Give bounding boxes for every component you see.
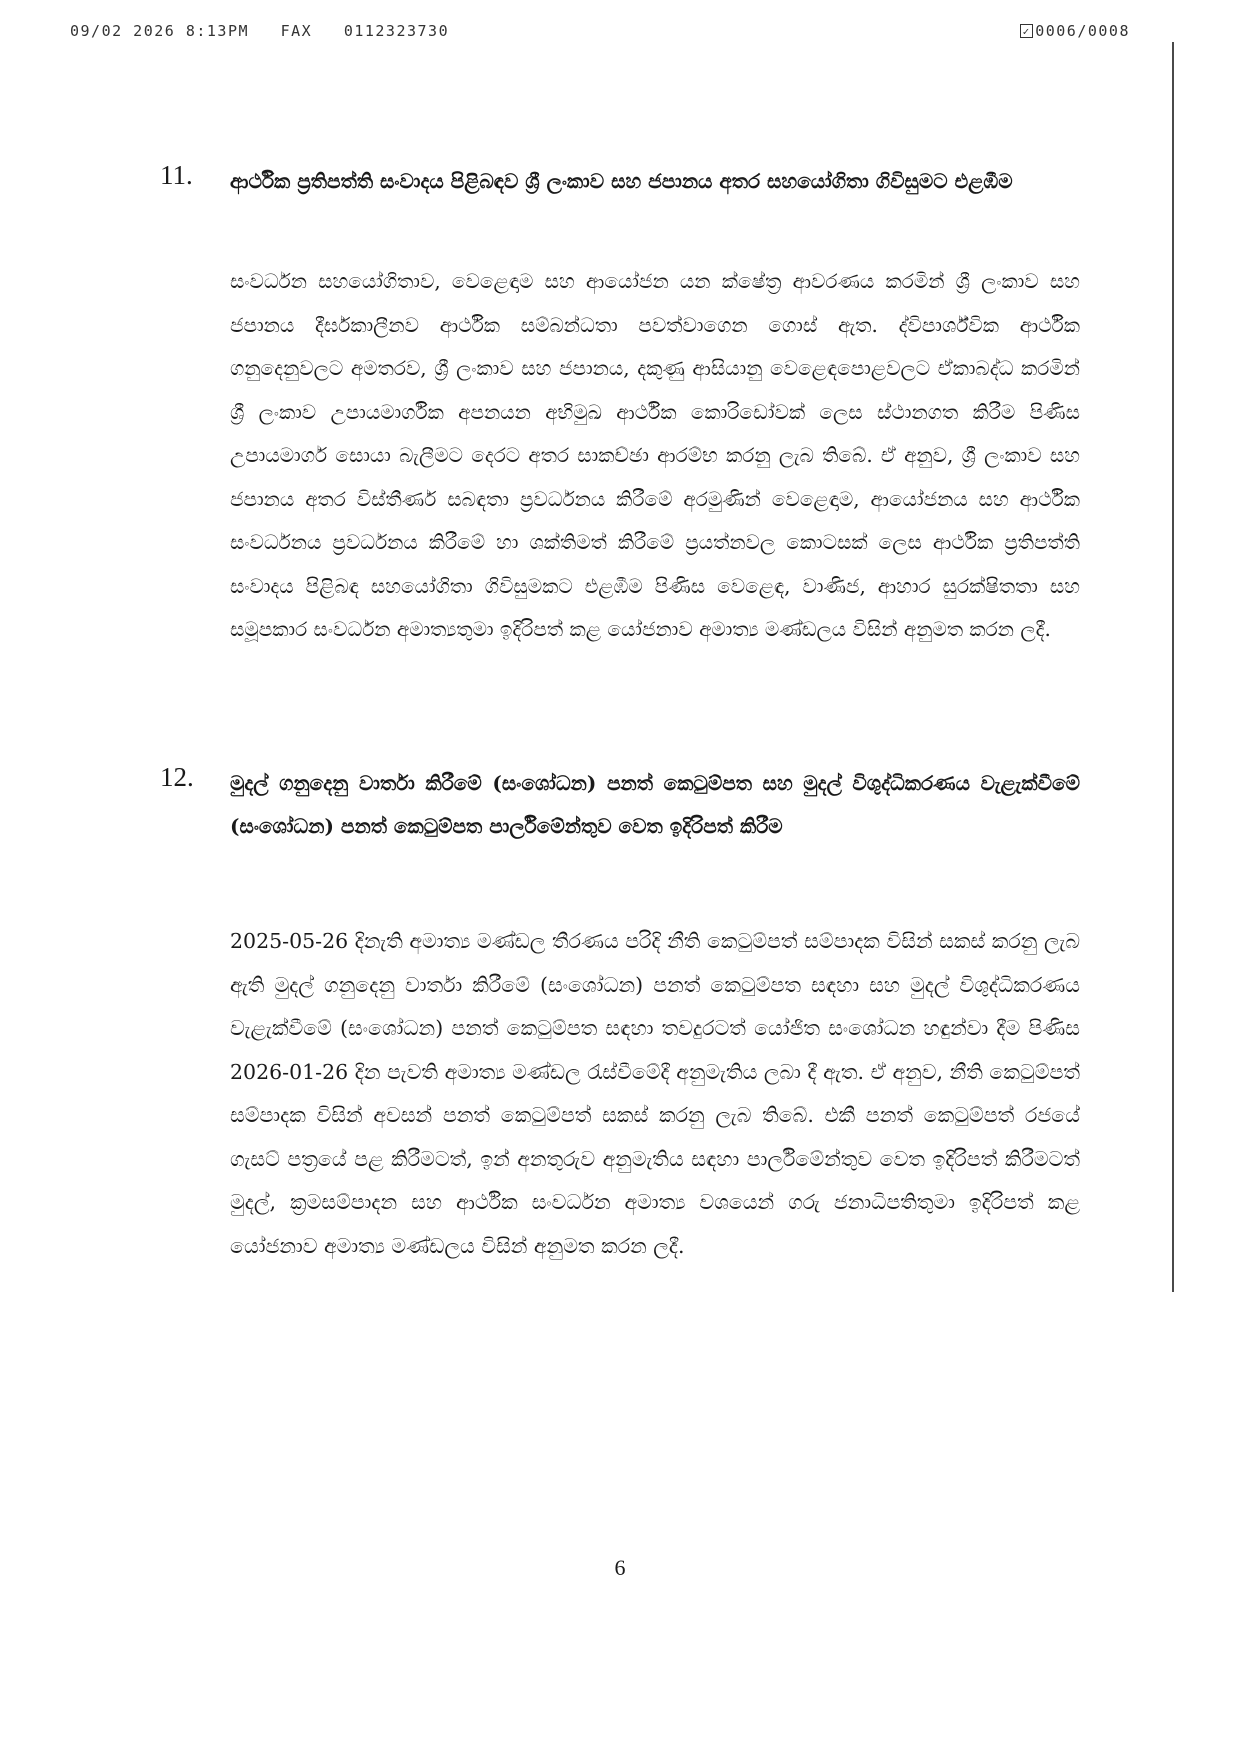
section-title: ආර්ථික ප්‍රතිපත්ති සංවාදය පිළිබඳව ශ්‍රී ලංකාව සහ ජපානය අතර සහයෝගිතා ගිවිසුමට එළඹීම [230, 169, 1013, 193]
fax-header [70, 22, 1130, 44]
section-body: 2025-05-26 දිනැති අමාත්‍ය මණ්ඩල තීරණය පරිදි නීති කෙටුම්පත් සම්පාදක විසින් සකස් කරනු ලැබ ඇති මුදල් ගනුදෙනු වාර්තා කිරීමේ (සංශෝධන) පනත් කෙටුම්පත සඳහා සහ මුදල් විශුද්ධිකරණය වැළැක්වීමේ (සංශෝධන) පනත් කෙටුම්පත සඳහා තවදුරටත් යෝජිත සංශෝධන හඳුන්වා දීම පිණිස 2026-01-26 දින පැවති අමාත්‍ය මණ්ඩල රැස්වීමේදී අනුමැතිය ලබා දී ඇත. ඒ අනුව, නීති කෙටුම්පත් සම්පාදක විසින් අවසන් පනත් කෙටුම්පත් සකස් කරනු ලැබ තිබේ. එකී පනත් කෙටුම්පත් රජයේ ගැසට් පත්‍රයේ පළ කිරීමටත්, ඉන් අනතුරුව අනුමැතිය සඳහා පාර්ලිමේන්තුව වෙත ඉදිරිපත් කිරීමටත් මුදල්, ක්‍රමසම්පාදන සහ ආර්ථික සංවර්ධන අමාත්‍ය වශයෙන් ගරු ජනාධිපතිතුමා ඉදිරිපත් කළ යෝජනාව අමාත්‍ය මණ්ඩලය විසින් අනුමත කරන ලදී. [230, 929, 1080, 1258]
fax-number: 0112323730 [343, 22, 450, 40]
fax-page-count: 0006/0008 [1035, 22, 1130, 40]
section-title: මුදල් ගනුදෙනු වාර්තා කිරීමේ (සංශෝධන) පනත් කෙටුම්පත සහ මුදල් විශුද්ධිකරණය වැළැක්වීමේ (සංශෝධන) පනත් කෙටුම්පත පාර්ලිමේන්තුව වෙත ඉදිරිපත් කිරීම [230, 771, 1080, 838]
scan-edge-line [1172, 42, 1174, 1292]
fax-transmission-info [70, 22, 449, 40]
section-body: සංවර්ධන සහයෝගිතාව, වෙළෙඳාම සහ ආයෝජන යන ක්ෂේත්‍ර ආවරණය කරමින් ශ්‍රී ලංකාව සහ ජපානය දීර්ඝකාලීනව ආර්ථික සම්බන්ධතා පවත්වාගෙන ගොස් ඇත. ද්විපාර්ශ්වික ආර්ථික ගනුදෙනුවලට අමතරව, ශ්‍රී ලංකාව සහ ජපානය, දකුණු ආසියානු වෙළෙඳපොළවලට ඒකාබද්ධ කරමින් ශ්‍රී ලංකාව උපායමාර්ගික අපනයන අභිමුඛ ආර්ථික කොරිඩෝවක් ලෙස ස්ථානගත කිරීම පිණිස උපායමාර්ග සොයා බැලීමට දෙරට අතර සාකච්ඡා ආරම්භ කරනු ලැබ තිබේ. ඒ අනුව, ශ්‍රී ලංකාව සහ ජපානය අතර විස්තීර්ණ සබඳතා ප්‍රවර්ධනය කිරීමේ අරමුණින් වෙළෙඳාම, ආයෝජනය සහ ආර්ථික සංවර්ධනය ප්‍රවර්ධනය කිරීමේ හා ශක්තිමත් කිරීමේ ප්‍රයත්නවල කොටසක් ලෙස ආර්ථික ප්‍රතිපත්ති සංවාදය පිළිබඳ සහයෝගිතා ගිවිසුමකට එළඹීම පිණිස වෙළෙඳ, වාණිජ, ආහාර සුරක්ෂිතතා සහ සමූපකාර සංවර්ධන අමාත්‍යතුමා ඉදිරිපත් කළ යෝජනාව අමාත්‍ය මණ්ඩලය විසින් අනුමත කරන ලදී. [230, 269, 1080, 641]
fax-label: FAX [280, 22, 313, 40]
page-number: 6 [614, 1555, 626, 1580]
fax-check-icon: ✓ [1020, 24, 1033, 38]
section-number: 11. [160, 160, 193, 190]
section-number: 12. [160, 762, 194, 792]
fax-page-counter [1020, 22, 1130, 40]
fax-date-time: 09/02 2026 8:13PM [70, 22, 250, 40]
